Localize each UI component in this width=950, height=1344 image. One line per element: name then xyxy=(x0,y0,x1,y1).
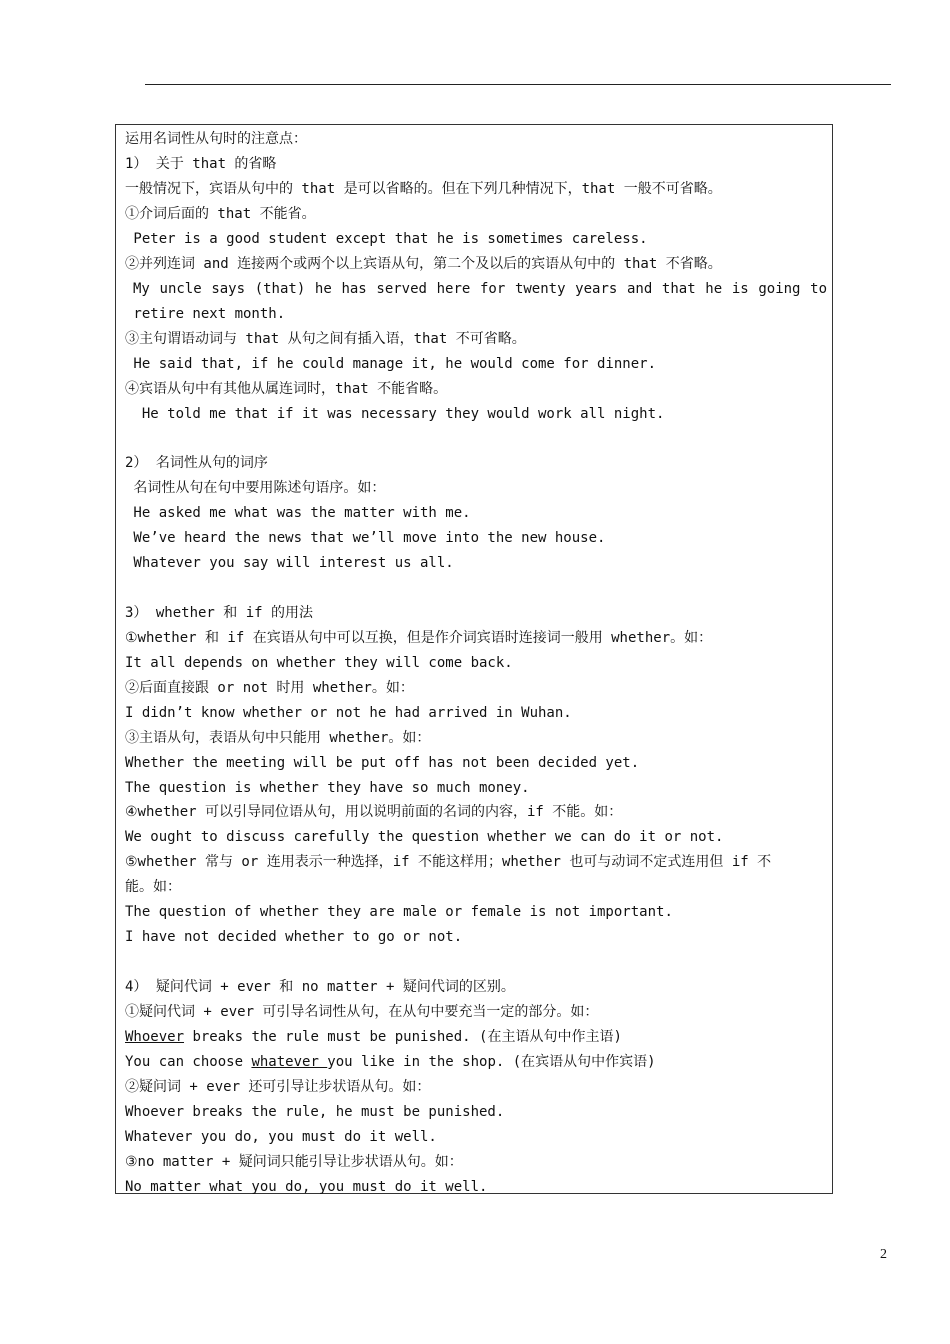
rule-1-4: ④宾语从句中有其他从属连词时，that 不能省略。 xyxy=(125,381,448,397)
notes-box xyxy=(115,124,833,1194)
example-4-2 xyxy=(125,1050,827,1075)
section-3-heading: 3） whether 和 if 的用法 xyxy=(125,605,314,621)
rule-3-3: ③主语从句，表语从句中只能用 whether。如： xyxy=(125,730,431,746)
rule-3-2: ②后面直接跟 or not 时用 whether。如： xyxy=(125,680,414,696)
section-4-heading: 4） 疑问代词 + ever 和 no matter + 疑问代词的区别。 xyxy=(125,979,515,995)
example-3-3a: Whether the meeting will be put off has not been decided yet. xyxy=(125,755,640,771)
example-4-5: No matter what you do, you must do it well. xyxy=(125,1179,488,1195)
section-2-heading: 2） 名词性从句的词序 xyxy=(125,455,268,471)
example-1-1: Peter is a good student except that he is sometimes careless. xyxy=(125,231,648,247)
section-1-intro: 一般情况下，宾语从句中的 that 是可以省略的。但在下列几种情况下，that 一般不可省略。 xyxy=(125,181,722,197)
rule-1-3: ③主句谓语动词与 that 从句之间有插入语，that 不可省略。 xyxy=(125,331,526,347)
example-3-3b: The question is whether they have so much money. xyxy=(125,780,530,796)
underlined-whatever: whatever xyxy=(251,1054,328,1070)
section-1-heading: 1） 关于 that 的省略 xyxy=(125,156,277,172)
example-3-5a: The question of whether they are male or female is not important. xyxy=(125,904,673,920)
example-3-5b: I have not decided whether to go or not. xyxy=(125,929,463,945)
box-title: 运用名词性从句时的注意点： xyxy=(125,131,307,147)
rule-3-5a: ⑤whether 常与 or 连用表示一种选择，if 不能这样用；whether 也可与动词不定式连用但 if 不 xyxy=(125,854,772,870)
example-2-2: We’ve heard the news that we’ll move into the new house. xyxy=(125,530,606,546)
example-4-2-rest: you like in the shop. (在宾语从句中作宾语) xyxy=(327,1054,656,1070)
rule-4-1: ①疑问代词 + ever 可引导名词性从句，在从句中要充当一定的部分。如： xyxy=(125,1004,599,1020)
rule-1-2: ②并列连词 and 连接两个或两个以上宾语从句，第二个及以后的宾语从句中的 that 不省略。 xyxy=(125,256,722,272)
example-4-1-rest: breaks the rule must be punished. (在主语从句中作主语) xyxy=(184,1029,622,1045)
rule-4-2: ②疑问词 + ever 还可引导让步状语从句。如： xyxy=(125,1079,431,1095)
page-number: 2 xyxy=(880,1247,887,1262)
rule-4-3: ③no matter + 疑问词只能引导让步状语从句。如： xyxy=(125,1154,463,1170)
rule-3-1: ①whether 和 if 在宾语从句中可以互换，但是作介词宾语时连接词一般用 whether。如： xyxy=(125,630,713,646)
example-1-3: He said that, if he could manage it, he would come for dinner. xyxy=(125,356,657,372)
example-4-4: Whatever you do, you must do it well. xyxy=(125,1129,437,1145)
example-4-1 xyxy=(125,1025,827,1050)
example-1-2b: retire next month. xyxy=(125,306,286,322)
rule-3-5b: 能。如： xyxy=(125,879,181,895)
example-3-2: I didn’t know whether or not he had arrived in Wuhan. xyxy=(125,705,572,721)
example-4-2-pre: You can choose xyxy=(125,1054,252,1070)
example-1-4: He told me that if it was necessary they would work all night. xyxy=(125,406,665,422)
rule-3-4: ④whether 可以引导同位语从句，用以说明前面的名词的内容，if 不能。如： xyxy=(125,804,623,820)
section-2-intro: 名词性从句在句中要用陈述句语序。如： xyxy=(125,480,386,496)
example-2-1: He asked me what was the matter with me. xyxy=(125,505,471,521)
header-rule xyxy=(145,84,891,85)
rule-1-1: ①介词后面的 that 不能省。 xyxy=(125,206,316,222)
underlined-whoever: Whoever xyxy=(125,1029,185,1045)
example-1-2a: My uncle says (that) he has served here for twenty years and that he is going to xyxy=(133,281,827,297)
example-3-4: We ought to discuss carefully the question whether we can do it or not. xyxy=(125,829,724,845)
example-3-1: It all depends on whether they will come back. xyxy=(125,655,513,671)
example-2-3: Whatever you say will interest us all. xyxy=(125,555,454,571)
example-4-3: Whoever breaks the rule, he must be punished. xyxy=(125,1104,505,1120)
